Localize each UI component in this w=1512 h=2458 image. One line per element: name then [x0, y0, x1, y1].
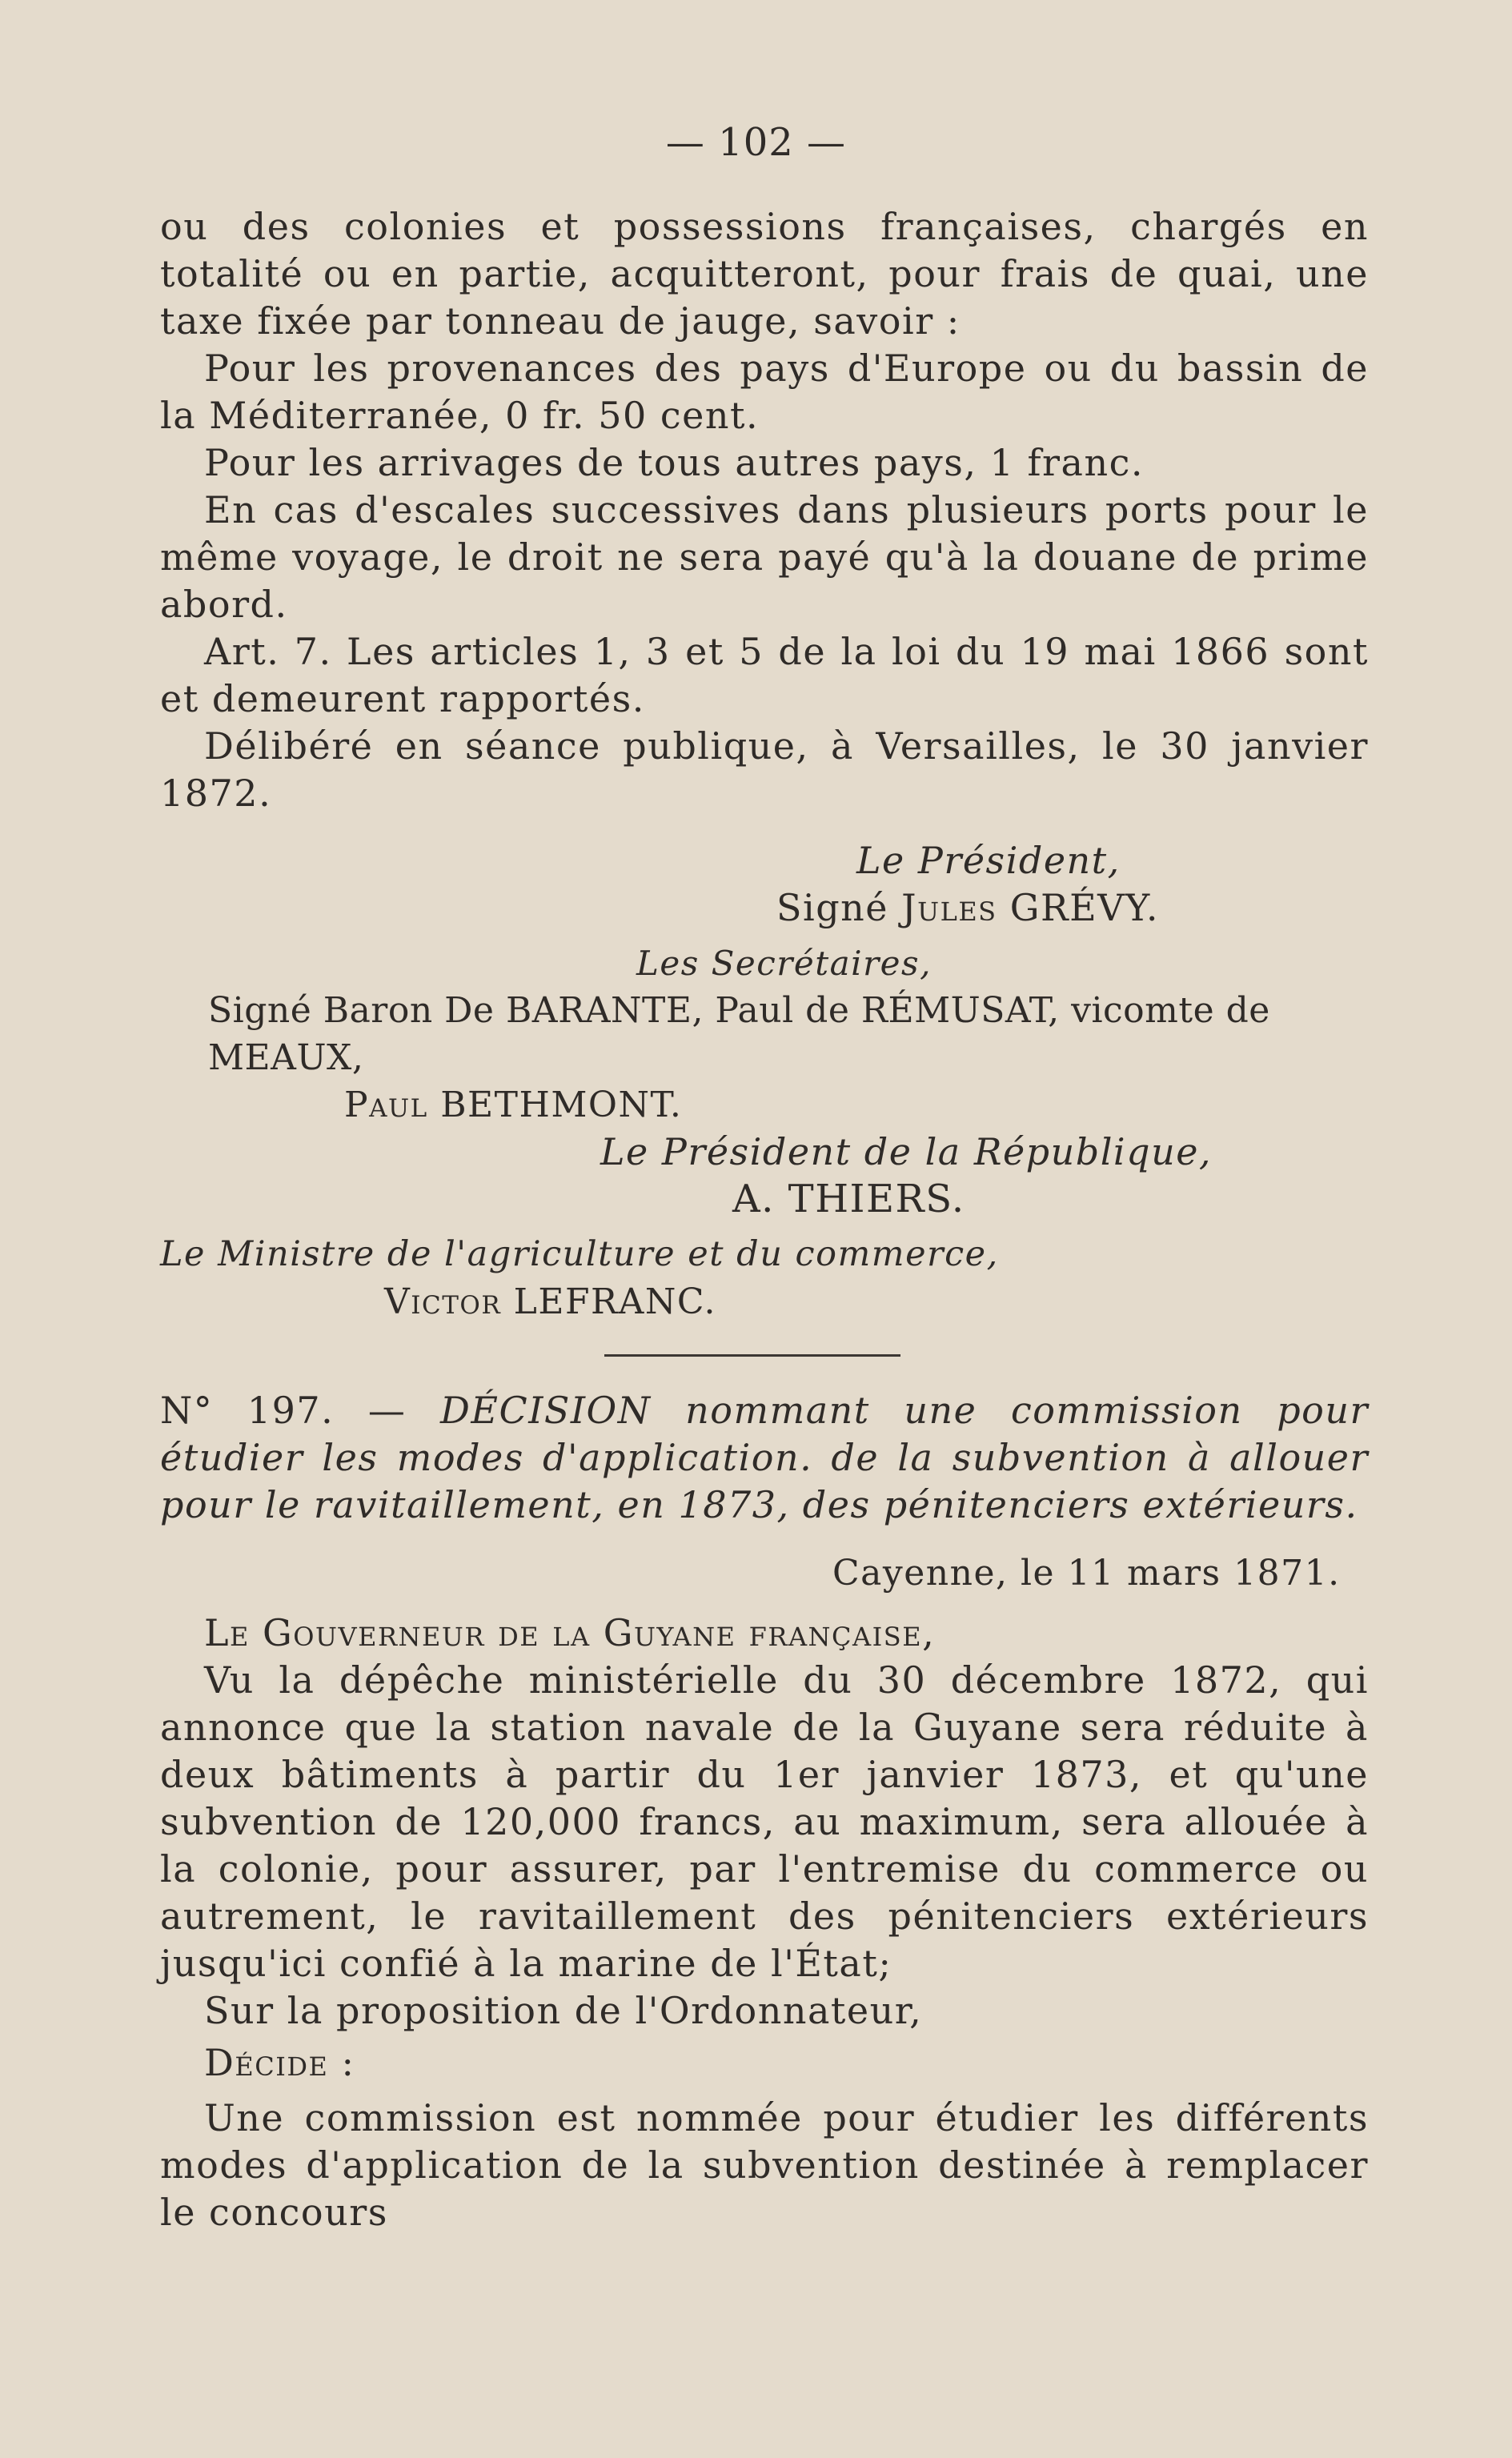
secretaries-line-2: Paul BETHMONT.	[344, 1085, 683, 1125]
decree-proposal: Sur la proposition de l'Ordonnateur,	[204, 1989, 923, 2032]
president-signed: Signé	[776, 886, 889, 929]
secretaries-title: Les Secrétaires,	[636, 944, 932, 983]
decree-title: DÉCISION nommant une commission pour étudier les modes d'application. de la subvention à allouer pour le ravitaillement, en 1873, des pénitenciers extérieurs.	[160, 1389, 1369, 1526]
spacer	[160, 1597, 1369, 1610]
president-title: Le Président,	[856, 839, 1121, 882]
decree-decide: Décide :	[204, 2041, 355, 2084]
decree-place-date: Cayenne, le 11 mars 1871.	[832, 1553, 1341, 1594]
decree-heading	[160, 1387, 1369, 1529]
section-divider	[604, 1354, 900, 1357]
paragraph-escales: En cas d'escales successives dans plusieurs ports pour le même voyage, le droit ne sera payé qu'à la douane de prime abord.	[160, 488, 1369, 626]
republic-president-name: A. THIERS.	[732, 1177, 965, 1221]
paragraph-delibere: Délibéré en séance publique, à Versailles, le 30 janvier 1872.	[160, 724, 1369, 815]
paragraph-frais-de-quai: ou des colonies et possessions françaises, chargés en totalité ou en partie, acquitteront, pour frais de quai, une taxe fixée par tonneau de jauge, savoir :	[160, 205, 1369, 343]
decree-intro: Le Gouverneur de la Guyane française,	[204, 1611, 936, 1654]
republic-president-title: Le Président de la République,	[600, 1130, 1213, 1173]
decree-considerant: Vu la dépêche ministérielle du 30 décembre 1872, qui annonce que la station navale de la Guyane sera réduite à deux bâtiments à partir du 1er janvier 1873, et qu'une subvention de 120,000 francs, au maximum, sera allouée à la colonie, pour assurer, par l'entremise du commerce ou autrement, le ravitaillement des pénitenciers extérieurs jusqu'ici confié à la marine de l'État;	[160, 1658, 1369, 1985]
page-number: — 102 —	[665, 120, 847, 165]
minister-name: Victor LEFRANC.	[384, 1281, 717, 1322]
minister-title: Le Ministre de l'agriculture et du commerce,	[160, 1234, 999, 1274]
president-name: Jules GRÉVY.	[901, 886, 1159, 929]
decree-number: N° 197. —	[160, 1389, 407, 1432]
secretaries-line-1: Signé Baron De BARANTE, Paul de RÉMUSAT, vicomte de MEAUX,	[208, 990, 1270, 1078]
president-signature	[776, 884, 1369, 932]
paragraph-article-7: Art. 7. Les articles 1, 3 et 5 de la loi du 19 mai 1866 sont et demeurent rapportés.	[160, 630, 1369, 720]
paragraph-provenances-europe: Pour les provenances des pays d'Europe ou du bassin de la Méditerranée, 0 fr. 50 cent.	[160, 347, 1369, 437]
page-body	[160, 203, 1369, 2236]
paragraph-autres-pays: Pour les arrivages de tous autres pays, 1 franc.	[204, 441, 1144, 484]
decree-article: Une commission est nommée pour étudier les différents modes d'application de la subvention destinée à remplacer le concours	[160, 2096, 1369, 2234]
